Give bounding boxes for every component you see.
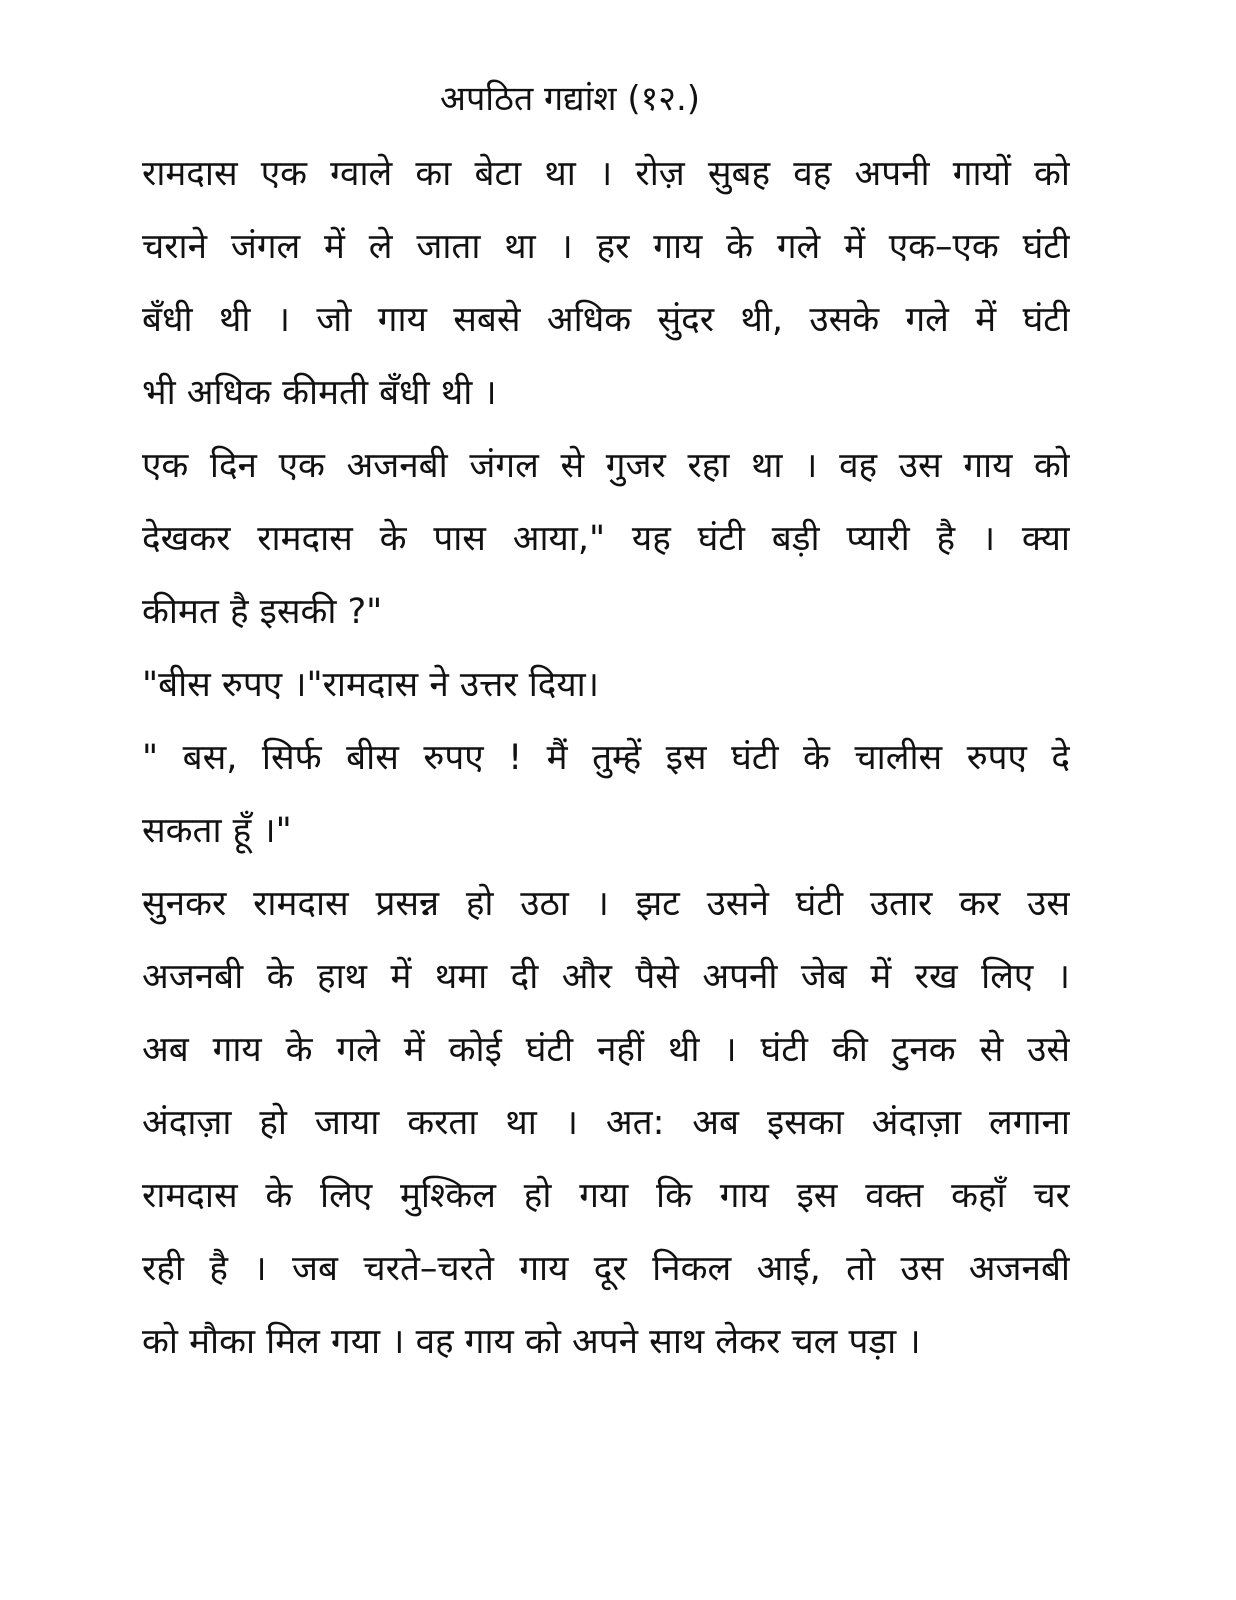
passage-line: बँधी थी । जो गाय सबसे अधिक सुंदर थी, उसके गले में घंटी — [142, 300, 1070, 340]
passage-line: "बीस रुपए ।"रामदास ने उत्तर दिया। — [142, 665, 599, 705]
passage-line: देखकर रामदास के पास आया," यह घंटी बड़ी प्यारी है । क्या — [142, 519, 1070, 559]
passage-line: अब गाय के गले में कोई घंटी नहीं थी । घंटी की टुनक से उसे — [142, 1030, 1070, 1070]
passage-line: एक दिन एक अजनबी जंगल से गुजर रहा था । वह उस गाय को — [142, 446, 1070, 486]
passage-line: रामदास के लिए मुश्किल हो गया कि गाय इस वक्त कहाँ चर — [142, 1176, 1070, 1216]
passage-line: सुनकर रामदास प्रसन्न हो उठा । झट उसने घंटी उतार कर उस — [142, 884, 1070, 924]
passage-line: भी अधिक कीमती बँधी थी । — [142, 373, 497, 413]
passage-line: " बस, सिर्फ बीस रुपए ! मैं तुम्हें इस घंटी के चालीस रुपए दे — [142, 738, 1070, 778]
passage-line: सकता हूँ ।" — [142, 811, 292, 851]
passage-line: रामदास एक ग्वाले का बेटा था । रोज़ सुबह वह अपनी गायों को — [142, 154, 1070, 194]
passage-line: चराने जंगल में ले जाता था । हर गाय के गले में एक–एक घंटी — [142, 227, 1070, 267]
passage-body — [142, 146, 1070, 1387]
passage-line: अजनबी के हाथ में थमा दी और पैसे अपनी जेब में रख लिए । — [142, 957, 1070, 997]
passage-line: रही है । जब चरते–चरते गाय दूर निकल आई, तो उस अजनबी — [142, 1249, 1070, 1289]
passage-title: अपठित गद्यांश (१२.) — [439, 79, 701, 119]
passage-line: को मौका मिल गया । वह गाय को अपने साथ लेकर चल पड़ा । — [142, 1322, 921, 1362]
passage-line: अंदाज़ा हो जाया करता था । अत: अब इसका अंदाज़ा लगाना — [142, 1103, 1070, 1143]
passage-line: कीमत है इसकी ?" — [142, 592, 383, 632]
